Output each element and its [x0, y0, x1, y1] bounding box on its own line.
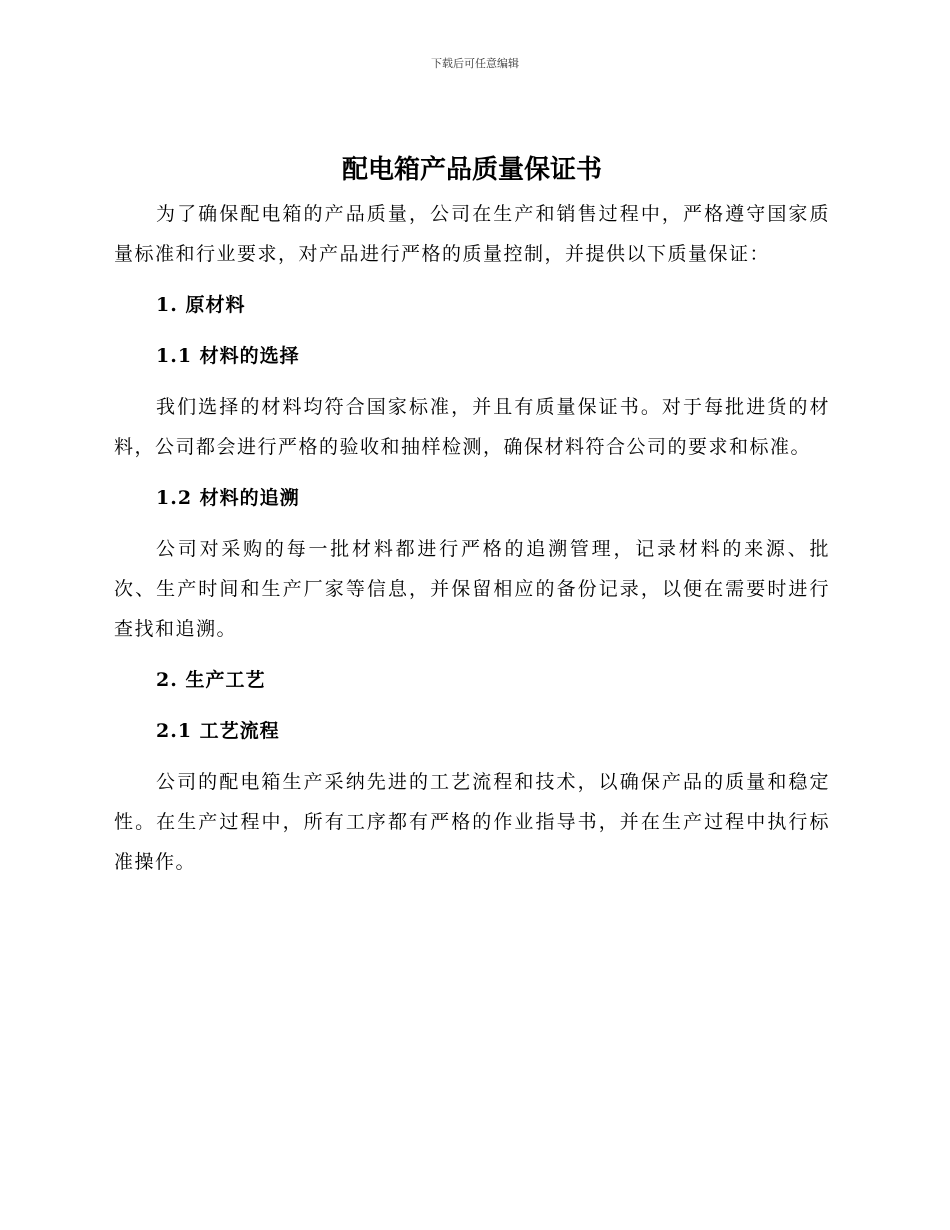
- subsection-heading-material-selection: 1.1 材料的选择: [156, 345, 300, 367]
- section-heading-production-process: 2. 生产工艺: [156, 669, 266, 691]
- paragraph-material-traceability: 公司对采购的每一批材料都进行严格的追溯管理，记录材料的来源、批次、生产时间和生产厂家等信息，并保留相应的备份记录，以便在需要时进行查找和追溯。: [114, 538, 830, 640]
- subsection-heading-material-traceability: 1.2 材料的追溯: [156, 487, 300, 509]
- document-body: [114, 150, 830, 882]
- intro-paragraph: 为了确保配电箱的产品质量，公司在生产和销售过程中，严格遵守国家质量标准和行业要求，对产品进行严格的质量控制，并提供以下质量保证：: [114, 203, 830, 265]
- page-header-note: 下载后可任意编辑: [431, 57, 519, 70]
- paragraph-process-flow: 公司的配电箱生产采纳先进的工艺流程和技术，以确保产品的质量和稳定性。在生产过程中，所有工序都有严格的作业指导书，并在生产过程中执行标准操作。: [114, 771, 830, 873]
- paragraph-material-selection: 我们选择的材料均符合国家标准，并且有质量保证书。对于每批进货的材料，公司都会进行严格的验收和抽样检测，确保材料符合公司的要求和标准。: [114, 396, 830, 458]
- document-title: 配电箱产品质量保证书: [341, 155, 602, 185]
- subsection-heading-process-flow: 2.1 工艺流程: [156, 720, 280, 742]
- section-heading-raw-materials: 1. 原材料: [156, 294, 246, 316]
